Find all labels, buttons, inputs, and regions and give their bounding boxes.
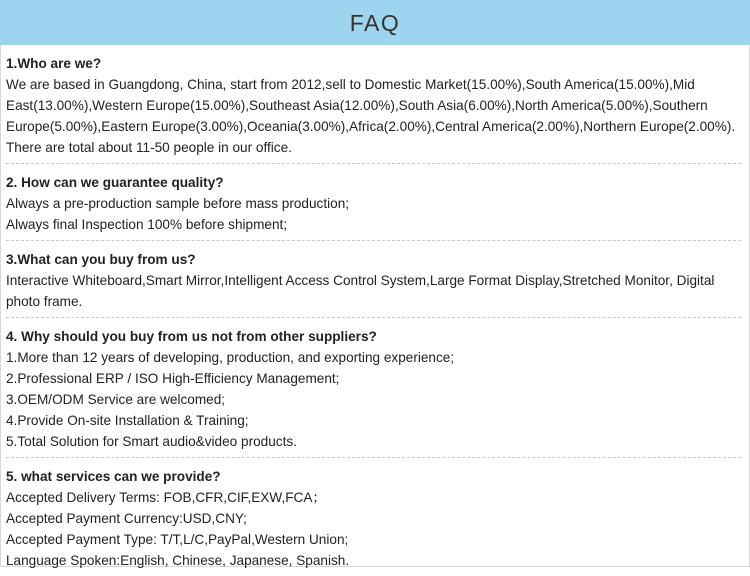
faq-answer-line: 5.Total Solution for Smart audio&video products. (6, 434, 297, 449)
page-title: FAQ (349, 10, 401, 36)
faq-question: 5. what services can we provide? (6, 469, 221, 484)
faq-item-products (6, 249, 741, 318)
faq-panel (0, 45, 750, 567)
faq-answer-line: 3.OEM/ODM Service are welcomed; (6, 392, 226, 407)
faq-answer-line: 4.Provide On-site Installation & Training; (6, 413, 249, 428)
faq-list (6, 53, 741, 576)
faq-answer-line: 2.Professional ERP / ISO High-Efficiency Management; (6, 371, 340, 386)
faq-answer-line: Interactive Whiteboard,Smart Mirror,Intelligent Access Control System,Large Format Display,Stretched Monitor, Digital photo frame. (6, 273, 715, 309)
faq-answer-line: Accepted Payment Type: T/T,L/C,PayPal,Western Union; (6, 532, 349, 547)
faq-answer-line: Always final Inspection 100% before shipment; (6, 217, 288, 232)
faq-item-why-us (6, 326, 741, 458)
faq-answer-line: We are based in Guangdong, China, start from 2012,sell to Domestic Market(15.00%),South America(15.00%),Mid East(13.00%),Western Europe(15.00%),Southeast Asia(12.00%),South Asia(6.00%),North America(5.00%),Southern Europe(5.00%),Eastern Europe(3.00%),Oceania(3.00%),Africa(2.00%),Central America(2.00%),Northern Europe(2.00%). There are total about 11-50 people in our office. (6, 77, 736, 155)
faq-question: 1.Who are we? (6, 56, 102, 71)
faq-header (0, 0, 750, 45)
faq-item-services (6, 466, 741, 576)
faq-answer-line: Language Spoken:English, Chinese, Japanese, Spanish. (6, 553, 350, 568)
faq-answer-line: Always a pre-production sample before mass production; (6, 196, 350, 211)
faq-answer-line: 1.More than 12 years of developing, production, and exporting experience; (6, 350, 455, 365)
faq-question: 3.What can you buy from us? (6, 252, 196, 267)
faq-item-quality (6, 172, 741, 241)
faq-item-who-are-we (6, 53, 741, 164)
faq-answer-line: Accepted Payment Currency:USD,CNY; (6, 511, 247, 526)
faq-answer-line: Accepted Delivery Terms: FOB,CFR,CIF,EXW,FCA； (6, 490, 327, 505)
faq-question: 4. Why should you buy from us not from other suppliers? (6, 329, 377, 344)
faq-question: 2. How can we guarantee quality? (6, 175, 224, 190)
